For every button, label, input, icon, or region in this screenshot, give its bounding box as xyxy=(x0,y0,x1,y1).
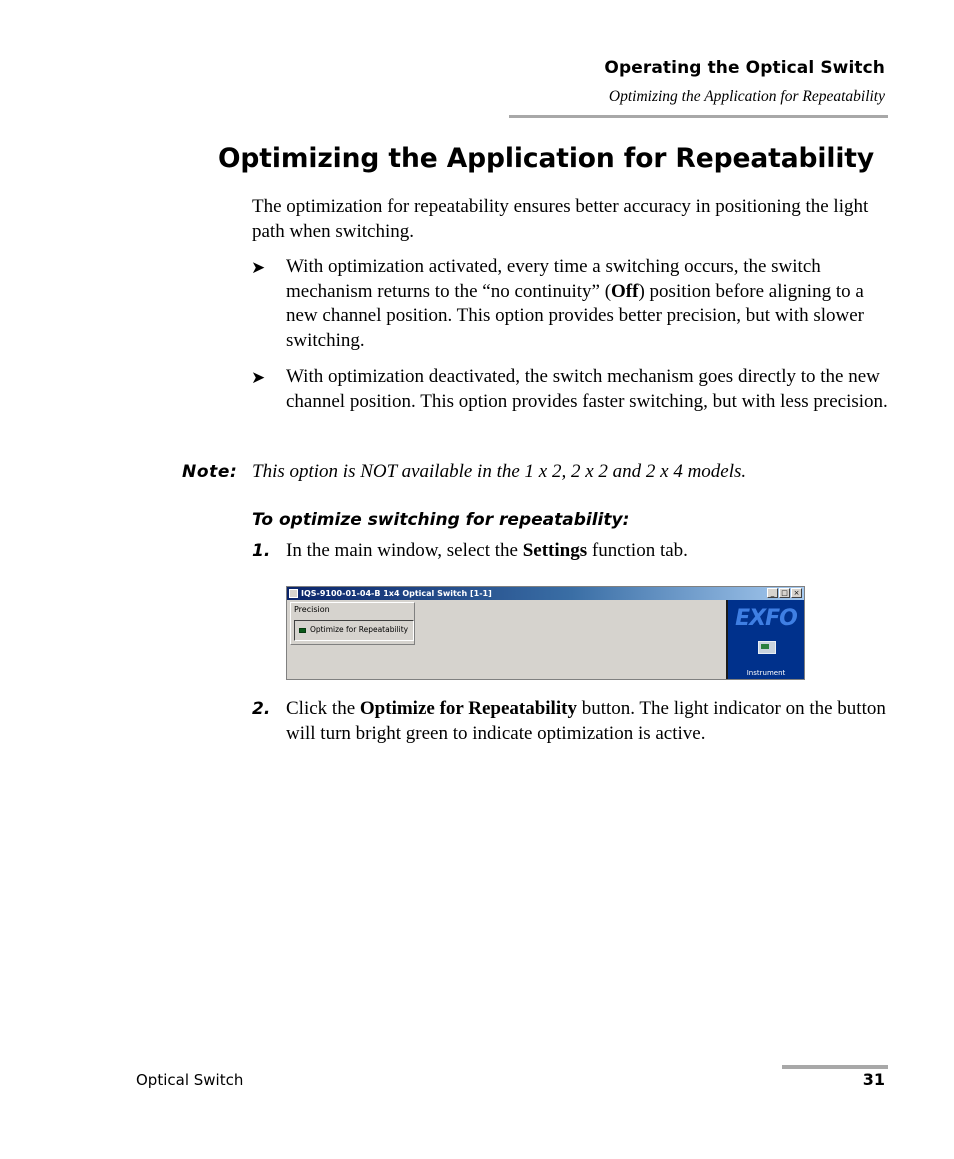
optimize-button-label: Optimize for Repeatability xyxy=(310,625,409,634)
precision-group xyxy=(290,602,415,645)
step-text-start: Click the xyxy=(286,698,360,719)
header-rule xyxy=(509,115,888,118)
bullet-arrow-icon: ➤ xyxy=(251,368,266,387)
exfo-logo: EXFO xyxy=(735,606,797,631)
precision-group-label: Precision xyxy=(294,605,330,614)
app-icon xyxy=(289,589,298,598)
window-titlebar xyxy=(287,587,804,600)
optimize-for-repeatability-button[interactable] xyxy=(294,620,414,641)
settings-window-screenshot xyxy=(286,586,805,680)
step-bold-term: Settings xyxy=(522,540,588,561)
footer-product-name: Optical Switch xyxy=(136,1071,244,1089)
bullet-arrow-icon: ➤ xyxy=(251,258,266,277)
running-header-chapter: Operating the Optical Switch xyxy=(604,58,885,78)
running-header-section: Optimizing the Application for Repeatability xyxy=(608,88,885,105)
indicator-light-icon xyxy=(299,628,306,633)
bullet-optimization-activated xyxy=(286,255,888,353)
section-heading: Optimizing the Application for Repeatability xyxy=(218,143,875,174)
bullet-bold-off: Off xyxy=(611,280,639,302)
step-text-start: In the main window, select the xyxy=(286,540,523,561)
step-bold-term: Optimize for Repeatability xyxy=(359,698,577,719)
note-label: Note: xyxy=(182,462,238,482)
footer-rule xyxy=(782,1065,888,1069)
page-number: 31 xyxy=(862,1070,885,1089)
bullet-optimization-deactivated: With optimization deactivated, the switch mechanism goes directly to the new channel position. This option provides faster switching, but with less precision. xyxy=(286,366,888,412)
step-text-end: button. The light indicator on the button will turn bright green to indicate optimization is active. xyxy=(286,698,886,744)
minimize-icon[interactable]: _ xyxy=(767,588,778,598)
step-number: 2. xyxy=(252,699,271,719)
instrument-screen xyxy=(761,644,769,649)
instrument-icon[interactable] xyxy=(758,641,776,654)
intro-paragraph: The optimization for repeatability ensures better accuracy in positioning the light path when switching. xyxy=(252,196,869,242)
bullet-text-start: With optimization activated, every time a switching occurs, the switch mechanism returns to the “no continuity” ( xyxy=(286,256,821,302)
maximize-icon[interactable]: □ xyxy=(779,588,790,598)
step-number: 1. xyxy=(252,541,271,561)
step-text xyxy=(286,539,888,564)
step-text xyxy=(286,697,888,746)
instrument-label[interactable]: Instrument xyxy=(746,669,786,677)
instrument-side-panel xyxy=(726,600,804,680)
close-icon[interactable]: × xyxy=(791,588,802,598)
procedure-title: To optimize switching for repeatability: xyxy=(252,510,630,530)
bullet-text-end: ) position before aligning to a new channel position. This option provides better precision, but with slower switching. xyxy=(286,280,864,351)
step-text-end: function tab. xyxy=(587,540,688,561)
window-title: IQS-9100-01-04-B 1x4 Optical Switch [1-1] xyxy=(301,589,492,598)
note-text: This option is NOT available in the 1 x 2, 2 x 2 and 2 x 4 models. xyxy=(252,461,747,482)
